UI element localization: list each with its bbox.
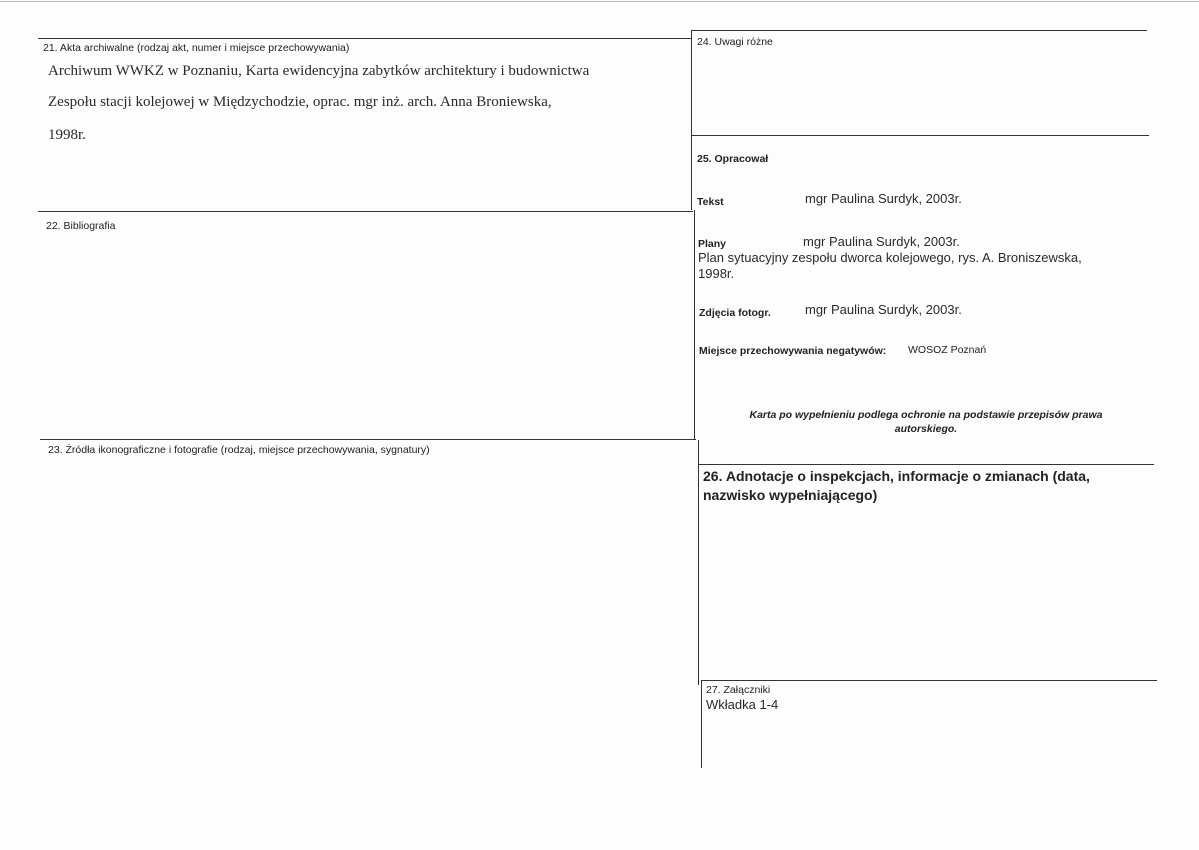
section-21-label: 21. Akta archiwalne (rodzaj akt, numer i miejsce przechowywania) [43, 42, 350, 54]
plany-note-line-2: 1998r. [698, 266, 735, 281]
top-edge-line [0, 1, 1199, 2]
section-25-label: 25. Opracował [697, 153, 769, 165]
section-27-value: Wkładka 1-4 [706, 697, 779, 712]
section-27-top-line [701, 680, 1157, 681]
section-21-line-1: Archiwum WWKZ w Poznaniu, Karta ewidencyjna zabytków architektury i budownictwa [48, 63, 590, 79]
negatywy-label: Miejsce przechowywania negatywów: [699, 345, 887, 357]
copyright-notice-line-2: autorskiego. [894, 423, 958, 435]
tekst-label: Tekst [697, 196, 724, 208]
plany-value: mgr Paulina Surdyk, 2003r. [803, 234, 960, 249]
negatywy-value: WOSOZ Poznań [908, 344, 987, 356]
zdjecia-value: mgr Paulina Surdyk, 2003r. [805, 302, 962, 317]
section-21-top-line [38, 38, 691, 39]
section-21-line-3: 1998r. [48, 127, 86, 143]
section-27-label: 27. Załączniki [706, 684, 771, 696]
plany-note-line-1: Plan sytuacyjny zespołu dworca kolejowego, rys. A. Broniszewska, [698, 250, 1082, 265]
section-21-line-2: Zespołu stacji kolejowej w Międzychodzie, oprac. mgr inż. arch. Anna Broniewska, [48, 94, 552, 110]
section-23-top-line [40, 439, 696, 440]
column-divider-bottom [701, 680, 702, 768]
section-22-label: 22. Bibliografia [46, 220, 116, 232]
column-divider-lower [698, 440, 699, 685]
section-23-label: 23. Źródła ikonograficzne i fotografie (rodzaj, miejsce przechowywania, sygnatury) [48, 444, 430, 456]
section-26-label-line-2: nazwisko wypełniającego) [703, 487, 878, 503]
section-22-top-line [38, 211, 693, 212]
section-26-label-line-1: 26. Adnotacje o inspekcjach, informacje o zmianach (data, [703, 468, 1090, 484]
plany-label: Plany [698, 238, 727, 250]
section-25-top-line [691, 135, 1149, 136]
section-24-top-line [691, 30, 1147, 31]
column-divider-upper [691, 30, 692, 210]
zdjecia-label: Zdjęcia fotogr. [699, 307, 771, 319]
copyright-notice-line-1: Karta po wypełnieniu podlega ochronie na podstawie przepisów prawa [749, 409, 1103, 421]
section-24-label: 24. Uwagi różne [697, 36, 773, 48]
column-divider-middle [694, 210, 695, 440]
section-26-top-line [698, 464, 1154, 465]
tekst-value: mgr Paulina Surdyk, 2003r. [805, 191, 962, 206]
